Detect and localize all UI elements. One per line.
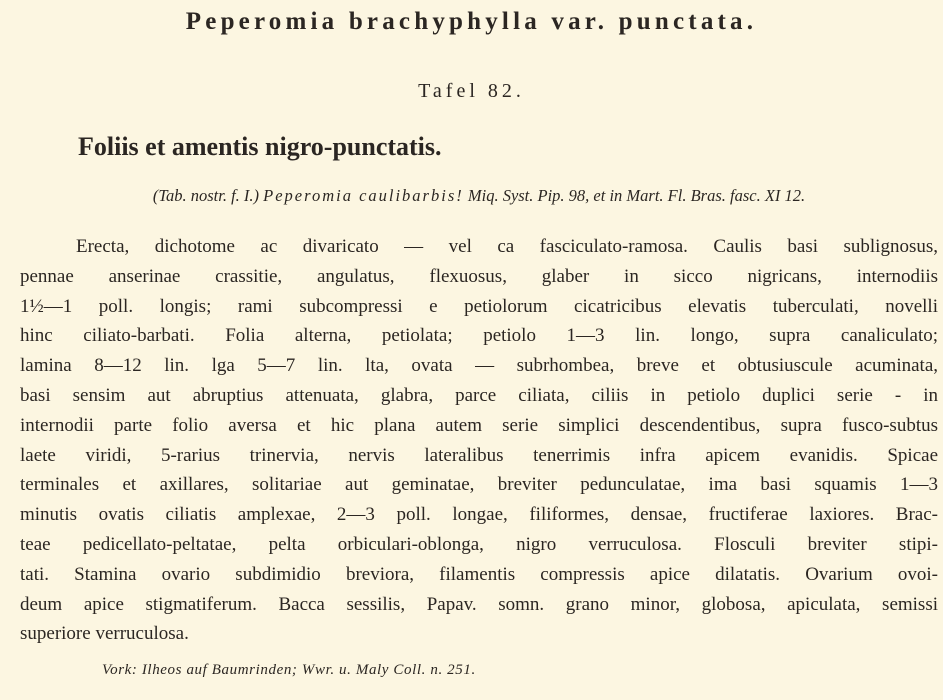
description-line: laete viridi, 5-rarius trinervia, nervis lateralibus tenerrimis infra apicem evanidis. Spicae	[20, 444, 938, 466]
description-line: lamina 8—12 lin. lga 5—7 lin. lta, ovata — subrhombea, breve et obtusiuscule acuminata,	[20, 355, 938, 377]
locality-note: Vork: Ilheos auf Baumrinden; Wwr. u. Maly Coll. n. 251.	[102, 662, 476, 678]
description-line: basi sensim aut abruptius attenuata, glabra, parce ciliata, ciliis in petiolo duplici serie - in	[20, 384, 938, 406]
description-line: tati. Stamina ovario subdimidio breviora, filamentis compressis apice dilatatis. Ovarium ovoi-	[20, 563, 938, 585]
description-line: hinc ciliato-barbati. Folia alterna, petiolata; petiolo 1—3 lin. longo, supra canaliculato;	[20, 325, 938, 347]
reference-suffix: Miq. Syst. Pip. 98, et in Mart. Fl. Bras. fasc. XI 12.	[467, 186, 806, 205]
description-paragraph	[20, 232, 938, 649]
description-line: minutis ovatis ciliatis amplexae, 2—3 poll. longae, filiformes, densae, fructiferae laxiores. Brac-	[20, 504, 938, 526]
description-line: 1½—1 poll. longis; rami subcompressi e petiolorum cicatricibus elevatis tuberculati, novelli	[20, 295, 938, 317]
description-line: teae pedicellato-peltatae, pelta orbiculari-oblonga, nigro verruculosa. Flosculi breviter stipi-	[20, 533, 938, 555]
description-line: deum apice stigmatiferum. Bacca sessilis, Papav. somn. grano minor, globosa, apiculata, semissi	[20, 593, 938, 615]
reference-name: Peperomia caulibarbis!	[263, 186, 464, 205]
reference-prefix: (Tab. nostr. f. I.)	[152, 186, 260, 205]
species-title: Peperomia brachyphylla var. punctata.	[185, 8, 758, 35]
description-line: Erecta, dichotome ac divaricato — vel ca fasciculato-ramosa. Caulis basi sublignosus,	[76, 236, 938, 257]
reference-citation	[54, 186, 904, 206]
description-line: terminales et axillares, solitariae aut geminatae, breviter pedunculatae, ima basi squamis 1—3	[20, 474, 938, 496]
description-line: superiore verruculosa.	[20, 623, 189, 645]
description-line: internodii parte folio aversa et hic plana autem serie simplici descendentibus, supra fusco-subtus	[20, 414, 938, 436]
plate-number: Tafel 82.	[418, 80, 525, 102]
variety-diagnosis: Foliis et amentis nigro-punctatis.	[78, 132, 442, 161]
description-line: pennae anserinae crassitie, angulatus, flexuosus, glaber in sicco nigricans, internodiis	[20, 265, 938, 287]
